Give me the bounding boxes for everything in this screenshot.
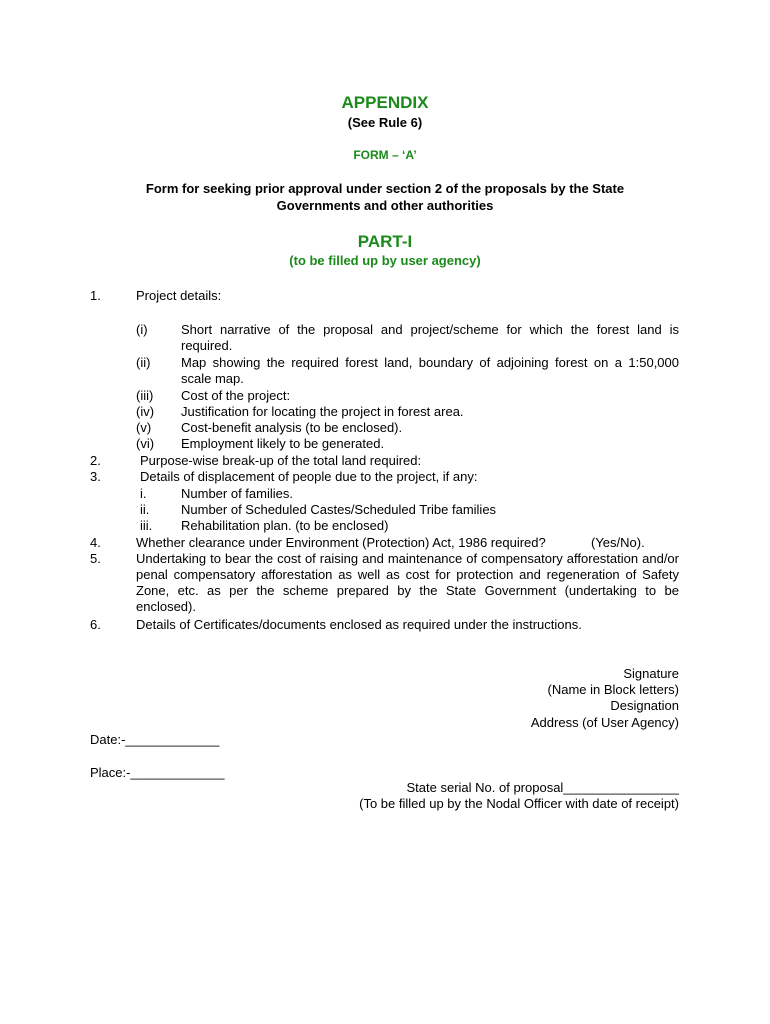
item-answer: (Yes/No). (591, 535, 645, 550)
item-number: 5. (90, 551, 101, 566)
sub-item-label: (i) (136, 322, 148, 337)
sub-item-text: Number of Scheduled Castes/Scheduled Tribe families (181, 502, 497, 517)
sub-item-label: (ii) (136, 355, 151, 370)
sub-item-label: (vi) (136, 436, 155, 451)
sub-item-label: (v) (136, 420, 152, 435)
item-text: Whether clearance under Environment (Protection) Act, 1986 required? (136, 535, 546, 550)
state-serial-field: State serial No. of proposal________________ (406, 780, 679, 795)
form-purpose-line2: Governments and other authorities (276, 198, 494, 213)
item-text: Undertaking to bear the cost of raising and maintenance of compensatory afforestation and/or penal compensatory afforestation as well as cost for protection and regeneration of Safety Zone, etc. as per the scheme prepared by the State Government (undertaking to be enclosed). (136, 551, 679, 614)
sub-item-text: Cost-benefit analysis (to be enclosed). (181, 420, 403, 435)
item-number: 6. (90, 617, 101, 632)
part-title: PART-I (357, 232, 413, 251)
form-purpose-line1: Form for seeking prior approval under section 2 of the proposals by the State (145, 181, 625, 196)
serial-note: (To be filled up by the Nodal Officer with date of receipt) (359, 796, 679, 811)
name-label: (Name in Block letters) (547, 682, 679, 697)
item-number: 2. (90, 453, 101, 468)
item-text: Purpose-wise break-up of the total land required: (140, 453, 422, 468)
sub-item-text: Rehabilitation plan. (to be enclosed) (181, 518, 389, 533)
signature-label: Signature (623, 666, 679, 681)
sub-item-label: (iv) (136, 404, 155, 419)
appendix-title: APPENDIX (341, 93, 429, 112)
sub-item-text: Short narrative of the proposal and project/scheme for which the forest land is required. (181, 322, 679, 353)
sub-item-text: Justification for locating the project in forest area. (181, 404, 464, 419)
part-note: (to be filled up by user agency) (289, 253, 481, 268)
item-number: 1. (90, 288, 101, 303)
sub-item-text: Number of families. (181, 486, 293, 501)
see-rule: (See Rule 6) (347, 115, 423, 130)
item-text: Project details: (136, 288, 222, 303)
sub-item-label: iii. (140, 518, 153, 533)
sub-item-text: Map showing the required forest land, boundary of adjoining forest on a 1:50,000 scale map. (181, 355, 679, 386)
sub-item-label: (iii) (136, 388, 154, 403)
sub-item-text: Cost of the project: (181, 388, 291, 403)
address-label: Address (of User Agency) (530, 715, 679, 730)
item-text: Details of Certificates/documents enclosed as required under the instructions. (136, 617, 582, 632)
date-field: Date:-_____________ (90, 732, 220, 747)
place-field: Place:-_____________ (90, 765, 225, 780)
form-label: FORM – ‘A’ (353, 148, 417, 162)
sub-item-text: Employment likely to be generated. (181, 436, 385, 451)
sub-item-label: i. (140, 486, 147, 501)
item-number: 3. (90, 469, 101, 484)
sub-item-label: ii. (140, 502, 150, 517)
item-number: 4. (90, 535, 101, 550)
designation-label: Designation (610, 698, 679, 713)
item-text: Details of displacement of people due to the project, if any: (140, 469, 478, 484)
